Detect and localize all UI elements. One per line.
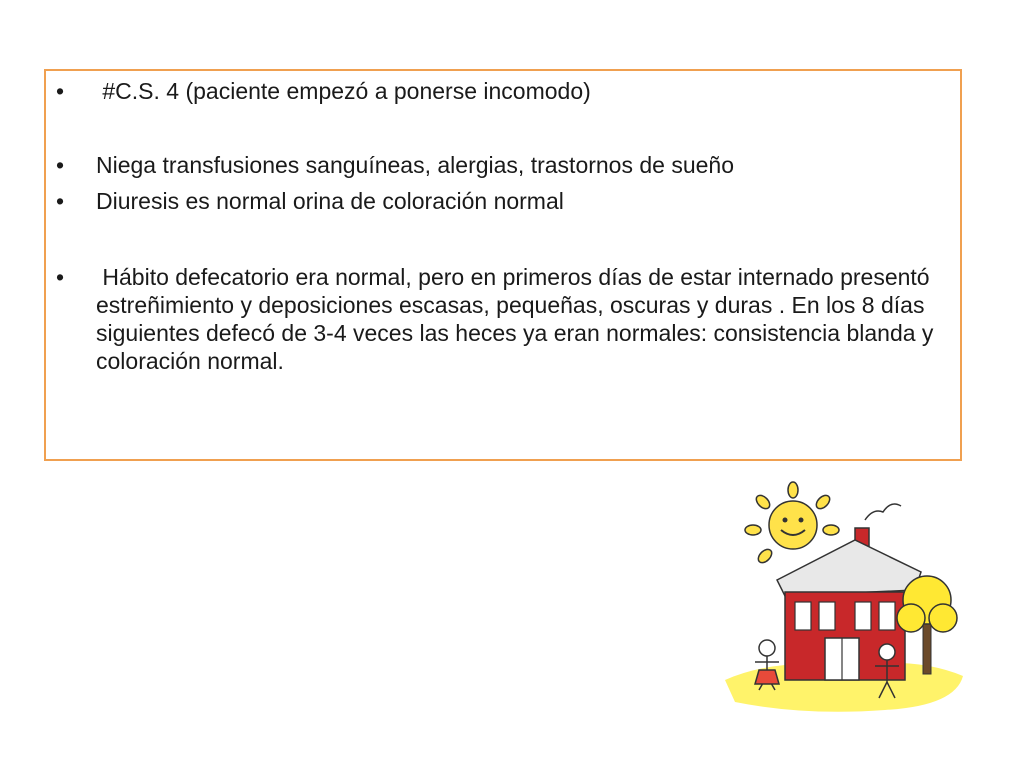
- sun-icon: [745, 482, 839, 565]
- bullet-text: Diuresis es normal orina de coloración normal: [96, 188, 564, 214]
- bullet-marker: •: [56, 78, 65, 104]
- bullet-text: Niega transfusiones sanguíneas, alergias, trastornos de sueño: [96, 152, 735, 178]
- bullet-marker: •: [56, 152, 65, 178]
- child-figure-icon: [755, 640, 779, 690]
- house-icon: [777, 528, 921, 680]
- smoke-swirl: [865, 504, 901, 520]
- house-clipart: [715, 480, 975, 720]
- bullet-item: [56, 263, 946, 375]
- bullet-marker: •: [56, 188, 65, 214]
- text-box: [44, 69, 962, 461]
- bullet-item: [56, 187, 946, 215]
- tree-icon: [897, 576, 957, 674]
- bullet-text: #C.S. 4 (paciente empezó a ponerse incomodo): [96, 78, 591, 104]
- bullet-item: [56, 77, 946, 105]
- bullet-item: [56, 151, 946, 179]
- bullet-marker: •: [56, 264, 65, 290]
- bullet-text: Hábito defecatorio era normal, pero en primeros días de estar internado presentó estreñimiento y deposiciones escasas, pequeñas, oscuras y duras . En los 8 días siguientes defecó de 3-4 veces las heces ya eran normales: consistencia blanda y coloración normal.: [96, 264, 940, 374]
